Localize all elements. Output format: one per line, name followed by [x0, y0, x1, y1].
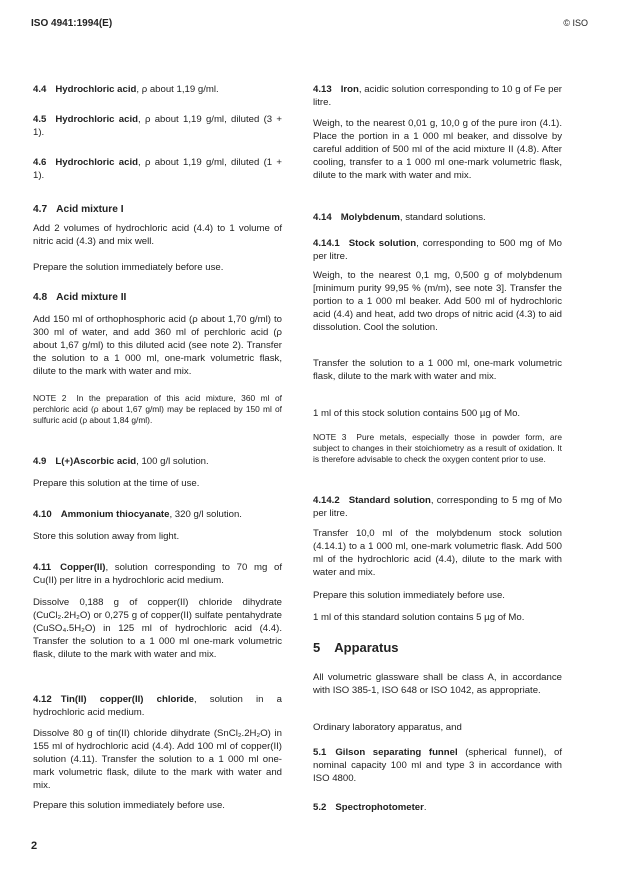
clause-title: Spectrophotometer: [335, 802, 424, 813]
clause-number: 4.10: [33, 509, 52, 520]
clause-text: , ρ about 1,19 g/ml, diluted (3 + 1).: [33, 114, 282, 138]
clause-title: L(+)Ascorbic acid: [55, 456, 137, 467]
clause-number: 4.14: [313, 212, 332, 223]
clause-4-13: [313, 84, 562, 110]
clause-title: Molybdenum: [340, 212, 400, 223]
clause-number: 4.5: [33, 114, 47, 125]
heading-4-8: [33, 292, 282, 305]
copyright: © ISO: [563, 18, 588, 28]
clause-text: , solution in a hydrochloric acid medium.: [33, 694, 282, 718]
section-5-heading: [313, 642, 562, 655]
note-text: In the preparation of this acid mixture, 360 ml of perchloric acid (ρ about 1,67 g/ml) may be replaced by 150 ml of sulfuric acid (ρ about 1,84 g/ml).: [33, 393, 282, 426]
note-2: [33, 393, 282, 427]
clause-title: Tin(II) copper(II) chloride: [60, 694, 194, 705]
paragraph: 1 ml of this standard solution contains 5 µg of Mo.: [313, 612, 525, 623]
clause-text: , 100 g/l solution.: [136, 456, 209, 467]
clause-4-11: [33, 562, 282, 588]
clause-number: 4.14.2: [313, 495, 340, 506]
clause-text: , acidic solution corresponding to 10 g of Fe per litre.: [313, 84, 562, 108]
clause-number: 4.6: [33, 157, 47, 168]
clause-number: 4.4: [33, 84, 47, 95]
paragraph: Prepare this solution at the time of use.: [33, 478, 200, 489]
clause-title: Standard solution: [348, 495, 431, 506]
clause-5-2: [313, 802, 562, 815]
clause-number: 4.8: [33, 292, 48, 303]
clause-4-12: [33, 694, 282, 720]
clause-title: Ammonium thiocyanate: [60, 509, 170, 520]
clause-4-4: [33, 84, 282, 97]
paragraph: Dissolve 80 g of tin(II) chloride dihydrate (SnCl₂.2H₂O) in 155 ml of hydrochloric acid (4.4). Add 100 ml of copper(II) solution (4.11). Transfer the solution to a 1 000 ml one-mark volumetric flask, dilute to the mark with water and mix.: [33, 728, 282, 791]
paragraph: Add 150 ml of orthophosphoric acid (ρ about 1,70 g/ml) to 300 ml of water, and add 360 ml of perchloric acid (ρ about 1,67 g/ml) to this diluted acid (see note 2). Transfer the solution to a 1 000 ml, one-mark volumetric flask, dilute to the mark with water and mix.: [33, 314, 282, 377]
clause-title: Hydrochloric acid: [55, 114, 138, 125]
clause-text: , ρ about 1,19 g/ml, diluted (1 + 1).: [33, 157, 282, 181]
clause-title: Acid mixture II: [56, 292, 127, 303]
clause-text: , corresponding to 500 mg of Mo per litre.: [313, 238, 563, 262]
document-id: ISO 4941:1994(E): [31, 18, 113, 29]
clause-number: 4.12: [33, 694, 52, 705]
note-text: Pure metals, especially those in powder form, are subject to changes in their stoichiometry as a result of oxidation. It is therefore advisable to check the oxygen content prior to use.: [313, 432, 563, 465]
clause-text: , 320 g/l solution.: [169, 509, 242, 520]
clause-4-14-2: [313, 495, 562, 521]
clause-number: 5.2: [313, 802, 327, 813]
clause-text: (spherical funnel), of nominal capacity 100 ml and type 3 in accordance with ISO 4800.: [313, 747, 562, 784]
note-label: NOTE 2: [33, 393, 67, 403]
paragraph: Store this solution away from light.: [33, 531, 180, 542]
paragraph: Weigh, to the nearest 0,01 g, 10,0 g of the pure iron (4.1). Place the portion in a 1 000 ml beaker, and dissolve by careful addition of 500 ml of the acid mixture II (4.8). After cooling, transfer to a 1 000 ml one-mark volumetric flask, dilute to the mark with water and mix.: [313, 118, 562, 181]
section-title: Apparatus: [334, 640, 399, 655]
heading-4-7: [33, 204, 282, 217]
clause-number: 5.1: [313, 747, 327, 758]
paragraph: Add 2 volumes of hydrochloric acid (4.4) to 1 volume of nitric acid (4.3) and mix well.: [33, 223, 282, 247]
clause-number: 4.11: [33, 562, 52, 573]
clause-number: 4.7: [33, 204, 48, 215]
clause-4-9: [33, 456, 282, 469]
paragraph: Prepare this solution immediately before use.: [33, 800, 225, 811]
clause-text: , solution corresponding to 70 mg of Cu(II) per litre in a hydrochloric acid medium.: [33, 562, 282, 586]
clause-text: , corresponding to 5 mg of Mo per litre.: [313, 495, 563, 519]
clause-text: , ρ about 1,19 g/ml.: [136, 84, 219, 95]
clause-number: 4.14.1: [313, 238, 340, 249]
clause-number: 4.13: [313, 84, 332, 95]
note-3: [313, 432, 562, 466]
clause-number: 4.9: [33, 456, 47, 467]
clause-4-5: [33, 114, 282, 140]
clause-title: Stock solution: [348, 238, 417, 249]
paragraph: Prepare the solution immediately before use.: [33, 262, 224, 273]
clause-5-1: [313, 747, 562, 786]
page-number: 2: [31, 840, 38, 852]
paragraph: All volumetric glassware shall be class A, in accordance with ISO 385-1, ISO 648 or ISO 1042, as appropriate.: [313, 672, 562, 696]
clause-title: Gilson separating funnel: [335, 747, 458, 758]
clause-text: , standard solutions.: [399, 212, 486, 223]
paragraph: Dissolve 0,188 g of copper(II) chloride dihydrate (CuCl₂.2H₂O) or 0,275 g of copper(II) sulfate pentahydrate (CuSO₄.5H₂O) in 125 ml of hydrochloric acid (4.4). Transfer the solution to a 1 000 ml one-mark volumetric flask, dilute to the mark with water and mix.: [33, 597, 282, 660]
paragraph: Ordinary laboratory apparatus, and: [313, 722, 462, 733]
clause-4-14-1: [313, 238, 562, 264]
clause-title: Hydrochloric acid: [55, 84, 137, 95]
paragraph: Transfer the solution to a 1 000 ml, one-mark volumetric flask, dilute to the mark with water and mix.: [313, 358, 562, 382]
paragraph: Transfer 10,0 ml of the molybdenum stock solution (4.14.1) to a 1 000 ml, one-mark volumetric flask. Add 500 ml of the hydrochloric acid (4.4), dilute to the mark with water and mix.: [313, 528, 562, 578]
clause-4-10: [33, 509, 282, 522]
section-number: 5: [313, 640, 321, 655]
paragraph: Weigh, to the nearest 0,1 mg, 0,500 g of molybdenum [minimum purity 99,95 % (m/m), see note 3]. Transfer the portion to a 1 000 ml beaker. Add 500 ml of hydrochloric acid (4.4) and heat, add two drops of nitric acid (4.3) to aid dissolution. Cool the solution.: [313, 270, 562, 333]
paragraph: Prepare this solution immediately before use.: [313, 590, 505, 601]
clause-title: Hydrochloric acid: [55, 157, 138, 168]
clause-title: Copper(II): [60, 562, 106, 573]
clause-text: .: [423, 802, 427, 813]
clause-title: Iron: [340, 84, 359, 95]
clause-title: Acid mixture I: [56, 204, 124, 215]
clause-4-6: [33, 157, 282, 183]
paragraph: 1 ml of this stock solution contains 500 µg of Mo.: [313, 408, 521, 419]
clause-4-14: [313, 212, 562, 225]
note-label: NOTE 3: [313, 432, 347, 442]
